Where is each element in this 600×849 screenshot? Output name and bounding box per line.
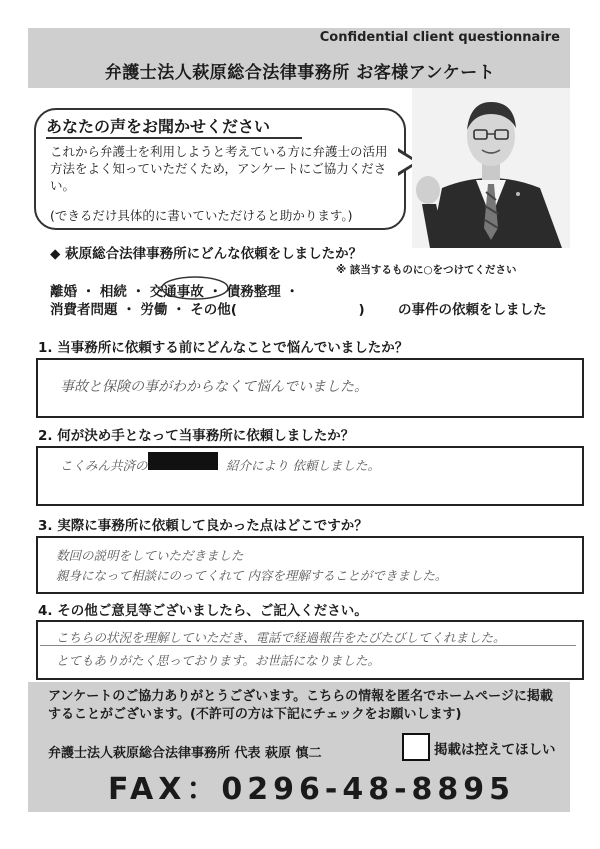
lawyer-portrait xyxy=(412,88,570,248)
no-publish-label: 掲載は控えてほしい xyxy=(434,742,556,758)
answer-box-2 xyxy=(36,446,584,506)
question-1-label: 1. 当事務所に依頼する前にどんなことで悩んでいましたか？ xyxy=(38,340,409,356)
bubble-note: (できるだけ具体的に書いていただけると助かります。) xyxy=(50,208,353,223)
heading-underline xyxy=(46,137,302,139)
answer-box-3 xyxy=(36,536,584,594)
redaction-block xyxy=(148,452,218,470)
bubble-heading: あなたの声をお聞かせください xyxy=(46,117,271,136)
request-type-question: ◆ 萩原総合法律事務所にどんな依頼をしましたか？ xyxy=(50,246,363,262)
answer-3-line-1: 数回の説明をしていただきました xyxy=(56,548,244,563)
question-3-label: 3. 実際に事務所に依頼して良かった点はどこですか？ xyxy=(38,518,368,534)
answer-2-text-b: 紹介により 依頼しました。 xyxy=(226,458,380,473)
fax-number: FAX：0296-48-8895 xyxy=(108,772,516,807)
confidential-label: Confidential client questionnaire xyxy=(319,30,560,45)
page-title: 弁護士法人萩原総合法律事務所 お客様アンケート xyxy=(104,63,496,83)
answer-4-line-2: とてもありがたく思っております。お世話になりました。 xyxy=(56,653,381,668)
answer-3-line-2: 親身になって相談にのってくれて 内容を理解することができました。 xyxy=(56,568,448,583)
no-publish-checkbox[interactable] xyxy=(402,733,430,761)
circle-instruction: ※ 該当するものに○をつけてください xyxy=(336,264,517,276)
bubble-text: これから弁護士を利用しようと考えている方に弁護士の活用方法をよく知っていただくため，アンケートにご協力ください。 xyxy=(50,144,388,193)
category-row-2: 消費者問題 ・ 労働 ・ その他( ) xyxy=(50,302,365,318)
answer-2-text-a: こくみん共済の xyxy=(60,458,148,473)
question-4-label: 4. その他ご意見等ございましたら、ご記入ください。 xyxy=(38,603,368,619)
selection-circle xyxy=(160,274,230,300)
answer-4-line-1: こちらの状況を理解していただき、電話で経過報告をたびたびしてくれました。 xyxy=(56,630,506,645)
question-2-label: 2. 何が決め手となって当事務所に依頼しましたか？ xyxy=(38,428,355,444)
category-row-1: 離婚 ・ 相続 ・ 交通事故 ・ 債務整理 ・ xyxy=(50,284,299,300)
category-suffix: の事件の依頼をしました xyxy=(398,302,547,318)
firm-representative: 弁護士法人萩原総合法律事務所 代表 萩原 慎二 xyxy=(48,746,322,761)
thanks-message: アンケートのご協力ありがとうございます。こちらの情報を匿名でホームページに掲載することがございます。(不許可の方は下記にチェックをお願いします) xyxy=(48,689,553,722)
answer-1-text: 事故と保険の事がわからなくて悩んでいました。 xyxy=(60,379,368,395)
